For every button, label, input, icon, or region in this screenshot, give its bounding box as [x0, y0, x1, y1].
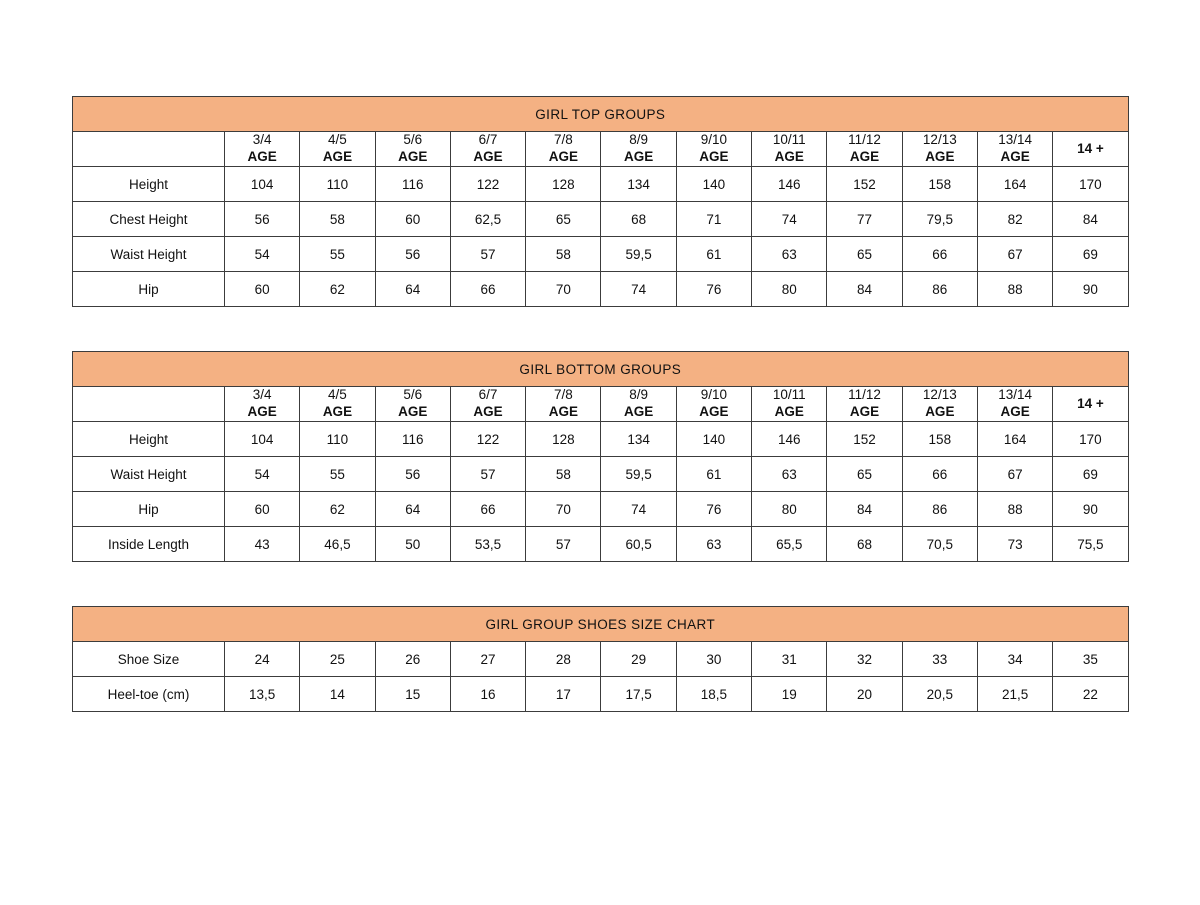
cell: 60: [225, 492, 300, 527]
cell: 66: [450, 492, 525, 527]
cell: 27: [450, 642, 525, 677]
cell: 64: [375, 272, 450, 307]
cell: 122: [450, 422, 525, 457]
column-header-4-5: [300, 132, 375, 167]
cell: 29: [601, 642, 676, 677]
cell: 76: [676, 272, 751, 307]
table-row: [73, 167, 1129, 202]
cell: 86: [902, 492, 977, 527]
cell: 66: [902, 457, 977, 492]
cell: 88: [977, 492, 1052, 527]
cell: 57: [450, 237, 525, 272]
column-header-3-4: [225, 387, 300, 422]
column-header-range: 13/14: [998, 387, 1033, 403]
table-girl-group-shoes-size-chart: [72, 606, 1129, 712]
column-header-range: 11/12: [848, 132, 881, 148]
column-header-5-6: [375, 387, 450, 422]
column-header-range: 14 +: [1077, 140, 1104, 156]
column-header-range: 8/9: [629, 387, 649, 403]
cell: 67: [977, 457, 1052, 492]
cell: 56: [375, 237, 450, 272]
column-header-10-11: [752, 132, 827, 167]
column-header-unit: AGE: [398, 404, 428, 419]
table-title: GIRL GROUP SHOES SIZE CHART: [73, 607, 1129, 642]
column-header-unit: AGE: [548, 404, 578, 419]
column-header-9-10: [676, 387, 751, 422]
table-title: GIRL TOP GROUPS: [73, 97, 1129, 132]
column-header-range: 3/4: [252, 132, 272, 148]
column-header-11-12: [827, 387, 902, 422]
column-header-12-13: [902, 387, 977, 422]
cell: 62,5: [450, 202, 525, 237]
cell: 20,5: [902, 677, 977, 712]
cell: 65: [827, 457, 902, 492]
cell: 69: [1053, 457, 1128, 492]
table-row: [73, 642, 1129, 677]
column-header-6-7: [450, 132, 525, 167]
cell: 60: [225, 272, 300, 307]
column-header-13-14: [977, 132, 1052, 167]
column-header-unit: AGE: [322, 149, 353, 164]
cell: 152: [827, 167, 902, 202]
column-header-unit: AGE: [925, 149, 955, 164]
cell: 24: [225, 642, 300, 677]
cell: 18,5: [676, 677, 751, 712]
cell: 158: [902, 167, 977, 202]
row-label-waist-height: Waist Height: [73, 237, 225, 272]
cell: 110: [300, 422, 375, 457]
cell: 61: [676, 237, 751, 272]
cell: 70,5: [902, 527, 977, 562]
cell: 55: [300, 457, 375, 492]
cell: 80: [752, 272, 827, 307]
column-header-range: 9/10: [700, 387, 728, 403]
table-row: [73, 202, 1129, 237]
table-row: [73, 237, 1129, 272]
column-header-11-12: [827, 132, 902, 167]
cell: 158: [902, 422, 977, 457]
row-label-inside-length: Inside Length: [73, 527, 225, 562]
column-header-7-8: [526, 387, 601, 422]
cell: 68: [601, 202, 676, 237]
table-header-row: [73, 132, 1129, 167]
cell: 54: [225, 237, 300, 272]
column-header-range: 7/8: [553, 132, 573, 148]
cell: 17,5: [601, 677, 676, 712]
column-header-4-5: [300, 387, 375, 422]
row-label-heel-toe: Heel-toe (cm): [73, 677, 225, 712]
cell: 67: [977, 237, 1052, 272]
column-header-unit: AGE: [925, 404, 955, 419]
cell: 17: [526, 677, 601, 712]
column-header-unit: AGE: [624, 149, 654, 164]
cell: 15: [375, 677, 450, 712]
cell: 58: [300, 202, 375, 237]
column-header-unit: AGE: [1000, 404, 1030, 419]
cell: 116: [375, 167, 450, 202]
cell: 34: [977, 642, 1052, 677]
column-header-unit: AGE: [473, 149, 503, 164]
cell: 128: [526, 167, 601, 202]
table-title-row: [73, 97, 1129, 132]
cell: 134: [601, 422, 676, 457]
header-corner-cell: [73, 387, 225, 422]
cell: 152: [827, 422, 902, 457]
column-header-range: 6/7: [478, 387, 498, 403]
column-header-unit: AGE: [247, 149, 277, 164]
column-header-range: 4/5: [328, 132, 347, 148]
table-row: [73, 272, 1129, 307]
column-header-unit: AGE: [473, 404, 503, 419]
cell: 62: [300, 272, 375, 307]
row-label-chest-height: Chest Height: [73, 202, 225, 237]
cell: 110: [300, 167, 375, 202]
cell: 32: [827, 642, 902, 677]
cell: 57: [526, 527, 601, 562]
table-girl-top-groups: [72, 96, 1129, 307]
cell: 31: [752, 642, 827, 677]
row-label-hip: Hip: [73, 492, 225, 527]
row-label-hip: Hip: [73, 272, 225, 307]
cell: 140: [676, 167, 751, 202]
column-header-10-11: [752, 387, 827, 422]
cell: 28: [526, 642, 601, 677]
cell: 35: [1053, 642, 1128, 677]
size-chart-page: [72, 96, 1128, 712]
cell: 84: [827, 492, 902, 527]
cell: 90: [1053, 272, 1128, 307]
table-row: [73, 527, 1129, 562]
column-header-6-7: [450, 387, 525, 422]
cell: 63: [752, 237, 827, 272]
cell: 170: [1053, 422, 1128, 457]
cell: 33: [902, 642, 977, 677]
cell: 25: [300, 642, 375, 677]
column-header-14-plus: [1053, 132, 1128, 167]
cell: 65: [526, 202, 601, 237]
cell: 164: [977, 167, 1052, 202]
cell: 73: [977, 527, 1052, 562]
column-header-unit: AGE: [849, 149, 880, 164]
column-header-range: 8/9: [629, 132, 649, 148]
cell: 56: [225, 202, 300, 237]
cell: 88: [977, 272, 1052, 307]
cell: 90: [1053, 492, 1128, 527]
cell: 68: [827, 527, 902, 562]
column-header-unit: AGE: [322, 404, 353, 419]
cell: 146: [752, 422, 827, 457]
cell: 70: [526, 272, 601, 307]
cell: 170: [1053, 167, 1128, 202]
cell: 64: [375, 492, 450, 527]
cell: 58: [526, 237, 601, 272]
cell: 50: [375, 527, 450, 562]
table-row: [73, 422, 1129, 457]
cell: 56: [375, 457, 450, 492]
column-header-5-6: [375, 132, 450, 167]
cell: 13,5: [225, 677, 300, 712]
column-header-13-14: [977, 387, 1052, 422]
row-label-height: Height: [73, 167, 225, 202]
cell: 77: [827, 202, 902, 237]
cell: 55: [300, 237, 375, 272]
cell: 116: [375, 422, 450, 457]
cell: 63: [752, 457, 827, 492]
cell: 53,5: [450, 527, 525, 562]
cell: 82: [977, 202, 1052, 237]
cell: 14: [300, 677, 375, 712]
cell: 57: [450, 457, 525, 492]
table-title: GIRL BOTTOM GROUPS: [73, 352, 1129, 387]
cell: 128: [526, 422, 601, 457]
column-header-12-13: [902, 132, 977, 167]
table-row: [73, 457, 1129, 492]
cell: 79,5: [902, 202, 977, 237]
cell: 104: [225, 167, 300, 202]
cell: 19: [752, 677, 827, 712]
column-header-unit: AGE: [1000, 149, 1030, 164]
cell: 76: [676, 492, 751, 527]
cell: 58: [526, 457, 601, 492]
row-label-waist-height: Waist Height: [73, 457, 225, 492]
table-title-row: [73, 607, 1129, 642]
column-header-unit: AGE: [774, 149, 804, 164]
cell: 59,5: [601, 237, 676, 272]
column-header-unit: AGE: [849, 404, 880, 419]
column-header-range: 10/11: [772, 387, 806, 403]
cell: 26: [375, 642, 450, 677]
column-header-range: 10/11: [772, 132, 806, 148]
column-header-range: 6/7: [478, 132, 498, 148]
column-header-unit: AGE: [548, 149, 578, 164]
column-header-range: 11/12: [848, 387, 881, 403]
column-header-range: 14 +: [1077, 395, 1104, 411]
column-header-range: 13/14: [998, 132, 1033, 148]
cell: 65: [827, 237, 902, 272]
table-title-row: [73, 352, 1129, 387]
cell: 30: [676, 642, 751, 677]
cell: 104: [225, 422, 300, 457]
column-header-unit: AGE: [699, 404, 729, 419]
cell: 63: [676, 527, 751, 562]
cell: 61: [676, 457, 751, 492]
cell: 140: [676, 422, 751, 457]
cell: 65,5: [752, 527, 827, 562]
column-header-range: 12/13: [922, 387, 957, 403]
cell: 20: [827, 677, 902, 712]
cell: 74: [601, 272, 676, 307]
column-header-14-plus: [1053, 387, 1128, 422]
cell: 134: [601, 167, 676, 202]
cell: 146: [752, 167, 827, 202]
cell: 86: [902, 272, 977, 307]
cell: 74: [601, 492, 676, 527]
cell: 84: [827, 272, 902, 307]
cell: 16: [450, 677, 525, 712]
cell: 70: [526, 492, 601, 527]
column-header-8-9: [601, 387, 676, 422]
row-label-shoe-size: Shoe Size: [73, 642, 225, 677]
column-header-unit: AGE: [699, 149, 729, 164]
table-header-row: [73, 387, 1129, 422]
column-header-unit: AGE: [624, 404, 654, 419]
column-header-range: 5/6: [403, 132, 423, 148]
table-row: [73, 492, 1129, 527]
column-header-range: 12/13: [922, 132, 957, 148]
cell: 59,5: [601, 457, 676, 492]
cell: 60: [375, 202, 450, 237]
cell: 43: [225, 527, 300, 562]
column-header-range: 9/10: [700, 132, 728, 148]
cell: 164: [977, 422, 1052, 457]
column-header-9-10: [676, 132, 751, 167]
cell: 54: [225, 457, 300, 492]
cell: 74: [752, 202, 827, 237]
cell: 46,5: [300, 527, 375, 562]
column-header-range: 7/8: [553, 387, 573, 403]
cell: 60,5: [601, 527, 676, 562]
cell: 21,5: [977, 677, 1052, 712]
column-header-range: 4/5: [328, 387, 347, 403]
cell: 84: [1053, 202, 1128, 237]
row-label-height: Height: [73, 422, 225, 457]
cell: 66: [450, 272, 525, 307]
column-header-3-4: [225, 132, 300, 167]
header-corner-cell: [73, 132, 225, 167]
column-header-unit: AGE: [774, 404, 804, 419]
cell: 69: [1053, 237, 1128, 272]
column-header-range: 5/6: [403, 387, 423, 403]
cell: 66: [902, 237, 977, 272]
cell: 62: [300, 492, 375, 527]
column-header-range: 3/4: [252, 387, 272, 403]
cell: 22: [1053, 677, 1128, 712]
table-girl-bottom-groups: [72, 351, 1129, 562]
column-header-unit: AGE: [247, 404, 277, 419]
column-header-8-9: [601, 132, 676, 167]
cell: 75,5: [1053, 527, 1128, 562]
cell: 80: [752, 492, 827, 527]
column-header-7-8: [526, 132, 601, 167]
cell: 122: [450, 167, 525, 202]
table-row: [73, 677, 1129, 712]
cell: 71: [676, 202, 751, 237]
column-header-unit: AGE: [398, 149, 428, 164]
